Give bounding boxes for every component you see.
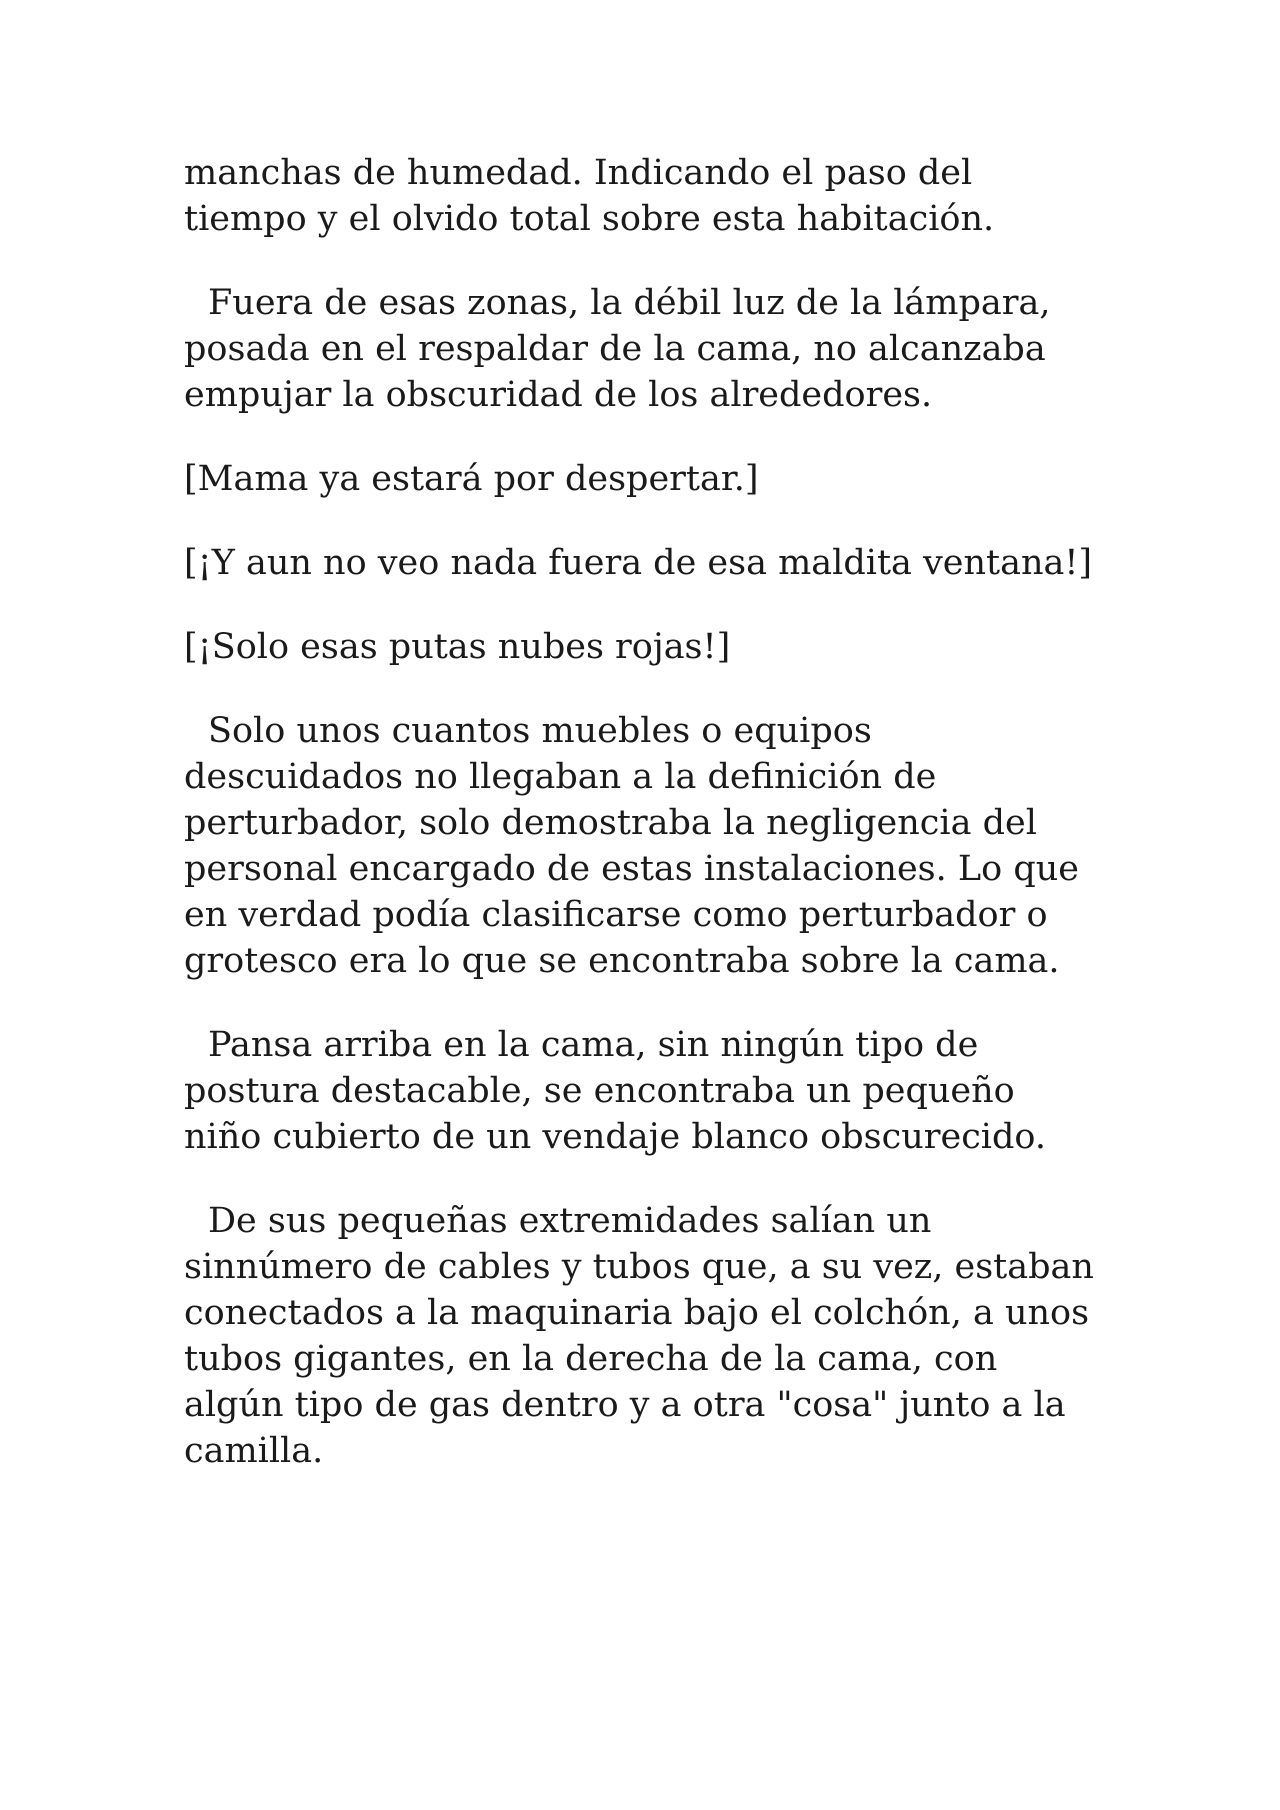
paragraph-4: [¡Y aun no veo nada fuera de esa maldita ventana!]	[184, 543, 1093, 583]
paragraph-7: Pansa arriba en la cama, sin ningún tipo de postura destacable, se encontraba un pequeño niño cubierto de un vendaje blanco obscurecido.	[184, 1025, 1046, 1157]
paragraph-2: Fuera de esas zonas, la débil luz de la lámpara, posada en el respaldar de la cama, no alcanzaba empujar la obscuridad de los alrededores.	[184, 283, 1051, 415]
paragraph-6: Solo unos cuantos muebles o equipos descuidados no llegaban a la definición de perturbador, solo demostraba la negligencia del personal encargado de estas instalaciones. Lo que en verdad podía clasificarse como perturbador o grotesco era lo que se encontraba sobre la cama.	[184, 711, 1079, 981]
paragraph-5: [¡Solo esas putas nubes rojas!]	[184, 627, 731, 667]
paragraph-3: [Mama ya estará por despertar.]	[184, 459, 759, 499]
paragraph-8: De sus pequeñas extremidades salían un sinnúmero de cables y tubos que, a su vez, estaban conectados a la maquinaria bajo el colchón, a unos tubos gigantes, en la derecha de la cama, con algún tipo de gas dentro y a otra "cosa" junto a la camilla.	[184, 1201, 1094, 1471]
paragraph-1: manchas de humedad. Indicando el paso del tiempo y el olvido total sobre esta habitación.	[184, 153, 995, 239]
